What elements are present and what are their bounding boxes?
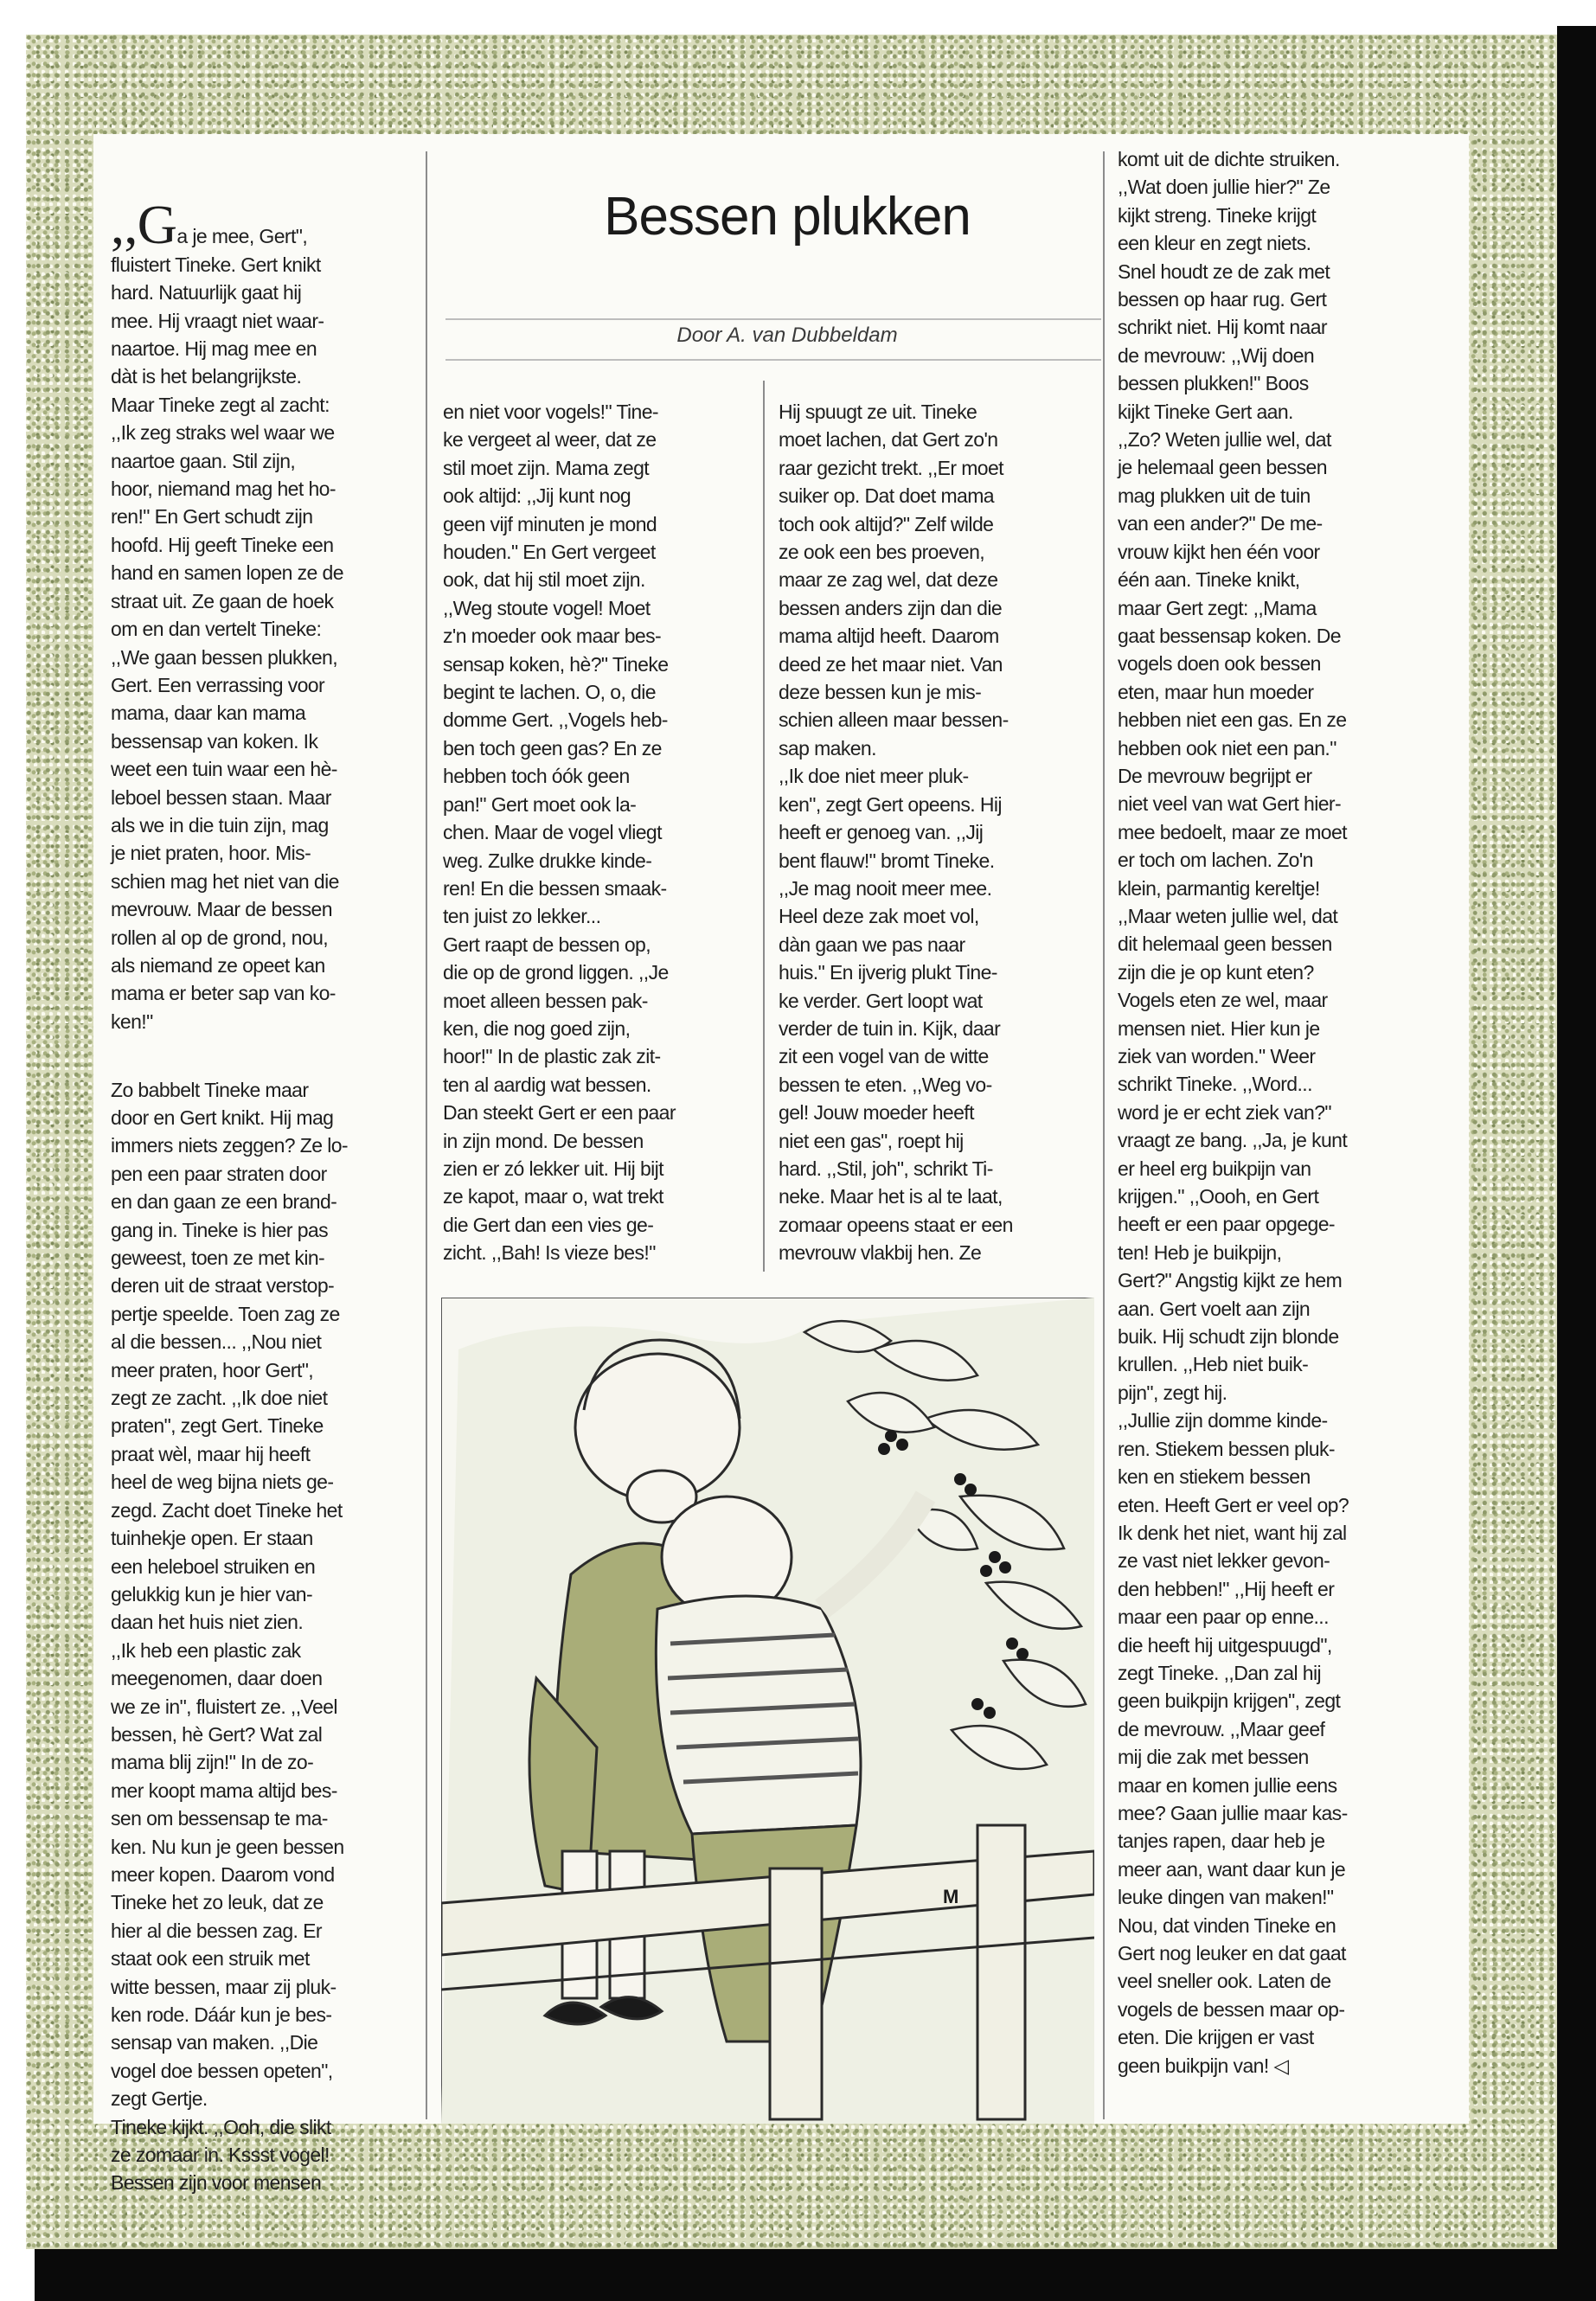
- article-column-4: komt uit de dichte struiken. ,,Wat doen jullie hier?" Ze kijkt streng. Tineke krijgt een kleur en zegt niets. Snel houdt ze de zak met bessen op haar rug. Gert schrikt niet. Hij komt naar de mevrouw: ,,Wij doen bessen plukken!" Boos kijkt Tineke Gert aan. ,,Zo? Weten jullie wel, dat je helemaal geen bessen mag plukken uit de tuin van een ander?" De me- vrouw kijkt hen één voor één aan. Tineke knikt, maar Gert zegt: ,,Mama gaat bessensap koken. De vogels doen ook bessen eten, maar hun moeder hebben niet een gas. En ze hebben ook niet een pan." De mevrouw begrijpt er niet veel van wat Gert hier- mee bedoelt, maar ze moet er toch om lachen. Zo'n klein, parmantig kereltje! ,,Maar weten jullie wel, dat dit helemaal geen bessen zijn die je op kunt eten? Vogels eten ze wel, maar mensen niet. Hier kun je ziek van worden." Weer schrikt Tineke. ,,Word... word je er echt ziek van?" vraagt ze bang. ,,Ja, je kunt er heel erg buikpijn van krijgen." ,,Oooh, en Gert heeft er een paar opgege- ten! Heb je buikpijn, Gert?" Angstig kijkt ze hem aan. Gert voelt aan zijn buik. Hij schudt zijn blonde krullen. ,,Heb niet buik- pijn", zegt hij. ,,Jullie zijn domme kinde- ren. Stiekem bessen pluk- ken en stiekem bessen eten. Heeft Gert er veel op? Ik denk het niet, want hij zal ze vast niet lekker gevon- den hebben!" ,,Hij heeft er maar een paar op enne... die heeft hij uitgespuugd", zegt Tineke. ,,Dan zal hij geen buikpijn krijgen", zegt de mevrouw. ,,Maar geef mij die zak met bessen maar en komen jullie eens mee? Gaan jullie maar kas- tanjes rapen, daar heb je meer aan, want daar kun je leuke dingen van maken!" Nou, dat vinden Tineke en Gert nog leuker en dat gaat veel sneller ook. Laten de vogels de bessen maar op- eten. Die krijgen er vast geen buikpijn van! ◁: [1118, 148, 1349, 2077]
- column-divider-2: [763, 381, 765, 1272]
- article-column-1: [111, 180, 405, 2225]
- column-divider-1: [426, 151, 427, 2119]
- column-1-paragraph-1: [111, 194, 405, 1035]
- article-title: Bessen plukken: [604, 187, 971, 247]
- article-byline: Door A. van Dubbeldam: [676, 324, 898, 347]
- byline-rule: [445, 359, 1101, 361]
- drop-cap: ,,G: [111, 194, 177, 256]
- column-divider-3: [1103, 151, 1105, 2119]
- article-column-3: Hij spuugt ze uit. Tineke moet lachen, dat Gert zo'n raar gezicht trekt. ,,Er moet suiker op. Dat doet mama toch ook altijd?" Zelf wilde ze ook een bes proeven, maar ze zag wel, dat deze bessen anders zijn dan die mama altijd heeft. Daarom deed ze het maar niet. Van deze bessen kun je mis- schien alleen maar bessen- sap maken. ,,Ik doe niet meer pluk- ken", zegt Gert opeens. Hij heeft er genoeg van. ,,Jij bent flauw!" bromt Tineke. ,,Je mag nooit meer mee. Heel deze zak moet vol, dàn gaan we pas naar huis." En ijverig plukt Tine- ke verder. Gert loopt wat verder de tuin in. Kijk, daar zit een vogel van de witte bessen te eten. ,,Weg vo- gel! Jouw moeder heeft niet een gas", roept hij hard. ,,Stil, joh", schrikt Ti- neke. Maar het is al te laat, zomaar opeens staat er een mevrouw vlakbij hen. Ze: [779, 401, 1013, 1265]
- page-shadow-right: [1557, 26, 1596, 2301]
- article-column-2: en niet voor vogels!" Tine- ke vergeet al weer, dat ze stil moet zijn. Mama zegt ook altijd: ,,Jij kunt nog geen vijf minuten je mond houden." En Gert vergeet ook, dat hij stil moet zijn. ,,Weg stoute vogel! Moet z'n moeder ook maar bes- sensap koken, hè?" Tineke begint te lachen. O, o, die domme Gert. ,,Vogels heb- ben toch geen gas? En ze hebben toch óók geen pan!" Gert moet ook la- chen. Maar de vogel vliegt weg. Zulke drukke kinde- ren! En die bessen smaak- ten juist zo lekker... Gert raapt de bessen op, die op de grond liggen. ,,Je moet alleen bessen pak- ken, die nog goed zijn, hoor!" In de plastic zak zit- ten al aardig wat bessen. Dan steekt Gert er een paar in zijn mond. De bessen zien er zó lekker uit. Hij bijt ze kapot, maar o, wat trekt die Gert dan een vies ge- zicht. ,,Bah! Is vieze bes!": [443, 401, 676, 1265]
- illustration-children-picking-berries: [441, 1298, 1094, 2124]
- title-rule: [445, 318, 1101, 320]
- page-shadow-bottom: [35, 2249, 1596, 2301]
- column-1-paragraph-2: Zo babbelt Tineke maar door en Gert knikt. Hij mag immers niets zeggen? Ze lo- pen een paar straten door en dan gaan ze een brand- gang in. Tineke is hier pas geweest, toen ze met kin- deren uit de straat verstop- pertje speelde. Toen zag ze al die bessen... ,,Nou niet meer praten, hoor Gert", zegt ze zacht. ,,Ik doe niet praten", zegt Gert. Tineke praat wèl, maar hij heeft heel de weg bijna niets ge- zegd. Zacht doet Tineke het tuinhekje open. Er staan een heleboel struiken en gelukkig kun je hier van- daan het huis niet zien. ,,Ik heb een plastic zak meegenomen, daar doen we ze in", fluistert ze. ,,Veel bessen, hè Gert? Wat zal mama blij zijn!" In de zo- mer koopt mama altijd bes- sen om bessensap te ma- ken. Nu kun je geen bessen meer kopen. Daarom vond Tineke het zo leuk, dat ze hier al die bessen zag. Er staat ook een struik met witte bessen, maar zij pluk- ken rode. Dáár kun je bes- sensap van maken. ,,Die vogel doe bessen opeten", zegt Gertje. Tineke kijkt. ,,Ooh, die slikt ze zomaar in. Kssst vogel! Bessen zijn voor mensen: [111, 1078, 348, 2195]
- column-1-paragraph-1-text: a je mee, Gert", fluistert Tineke. Gert knikt hard. Natuurlijk gaat hij mee. Hij vraagt niet waar- naartoe. Hij mag mee en dàt is het belangrijkste. Maar Tineke zegt al zacht: ,,Ik zeg straks wel waar we naartoe gaan. Stil zijn, hoor, niemand mag het ho- ren!" En Gert schudt zijn hoofd. Hij geeft Tineke een hand en samen lopen ze de straat uit. Ze gaan de hoek om en dan vertelt Tineke: ,,We gaan bessen plukken, Gert. Een verrassing voor mama, daar kan mama bessensap van koken. Ik weet een tuin waar een hè- leboel bessen staan. Maar als we in die tuin zijn, mag je niet praten, hoor. Mis- schien mag het niet van die mevrouw. Maar de bessen rollen al op de grond, nou, als niemand ze opeet kan mama er beter sap van ko- ken!": [111, 225, 343, 1033]
- illustrator-signature: M: [943, 1886, 959, 1907]
